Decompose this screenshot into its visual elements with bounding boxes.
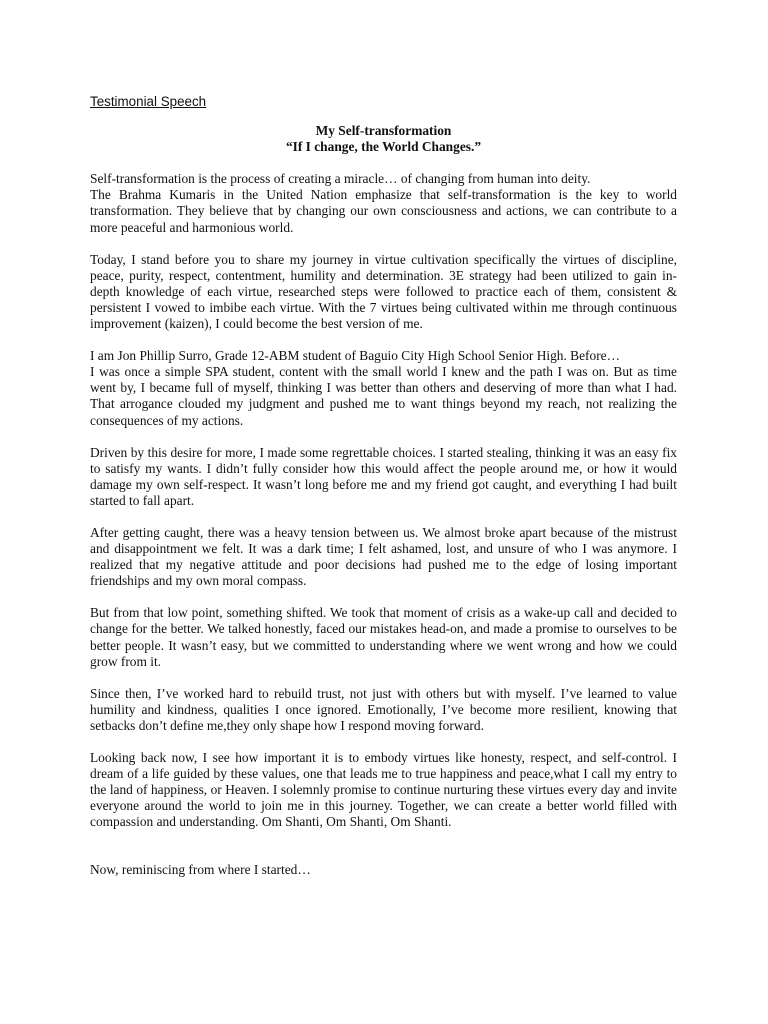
speech-title: My Self-transformation — [315, 123, 452, 139]
paragraph-looking-back — [90, 750, 677, 830]
paragraph-line: The Brahma Kumaris in the United Nation emphasize that self-transformation is the key to world transformation. They believe that by changing our own consciousness and actions, we can contribute to a more peaceful and harmonious world. — [90, 187, 677, 235]
document-label: Testimonial Speech — [90, 94, 207, 109]
paragraph-journey — [90, 252, 677, 332]
paragraph-line: Since then, I’ve worked hard to rebuild trust, not just with others but with myself. I’ve learned to value humility and kindness, qualities I once ignored. Emotionally, I’ve become more resilient, knowing that setbacks don’t define me,they only shape how I respond moving forward. — [90, 685, 677, 733]
paragraph-intro — [90, 171, 677, 235]
paragraph-line: After getting caught, there was a heavy tension between us. We almost broke apart because of the mistrust and disappointment we felt. It was a dark time; I felt ashamed, lost, and unsure of who I was anymore. I realized that my negative attitude and poor decisions had pushed me to the edge of losing important friendships and my own moral compass. — [90, 524, 677, 589]
closing-line: Now, reminiscing from where I started… — [90, 862, 311, 878]
paragraph-tension — [90, 525, 677, 589]
paragraph-introduction-self — [90, 348, 677, 428]
paragraph-line: Self-transformation is the process of creating a miracle… of changing from human into deity. — [90, 171, 591, 187]
paragraph-line: Looking back now, I see how important it is to embody virtues like honesty, respect, and self-control. I dream of a life guided by these values, one that leads me to true happiness and peace,what I call my entry to the land of happiness, or Heaven. I solemnly promise to continue nurturing these virtues every day and invite everyone around the world to join me in this journey. Together, we can create a better world filled with compassion and understanding. Om Shanti, Om Shanti, Om Shanti. — [90, 750, 677, 830]
speech-subtitle: “If I change, the World Changes.” — [285, 139, 482, 155]
paragraph-rebuild — [90, 686, 677, 734]
paragraph-line: Driven by this desire for more, I made some regrettable choices. I started stealing, thinking it was an easy fix to satisfy my wants. I didn’t fully consider how this would affect the people around me, or how it would damage my own self-respect. It wasn’t long before me and my friend got caught, and everything I had built started to fall apart. — [90, 444, 677, 508]
paragraph-line: I was once a simple SPA student, content with the small world I knew and the path I was on. But as time went by, I became full of myself, thinking I was better than others and deserving of more than what I had. That arrogance clouded my judgment and pushed me to want things beyond my reach, not realizing the consequences of my actions. — [90, 364, 677, 428]
paragraph-line: Today, I stand before you to share my journey in virtue cultivation specifically the virtues of discipline, peace, purity, respect, contentment, humility and determination. 3E strategy had been utilized to gain in-depth knowledge of each virtue, researched steps were followed to practice each of them, consistent & persistent I vowed to imbibe each virtue. With the 7 virtues being cultivated within me through continuous improvement (kaizen), I could become the best version of me. — [90, 251, 677, 332]
paragraph-line: But from that low point, something shifted. We took that moment of crisis as a wake-up call and decided to change for the better. We talked honestly, faced our mistakes head-on, and made a promise to ourselves to be better people. It wasn’t easy, but we committed to understanding where we went wrong and how we could grow from it. — [90, 605, 677, 669]
paragraph-shift — [90, 605, 677, 669]
document-page — [90, 94, 677, 895]
title-block — [90, 123, 677, 155]
paragraph-regrettable-choices — [90, 445, 677, 509]
paragraph-line: I am Jon Phillip Surro, Grade 12-ABM student of Baguio City High School Senior High. Before… — [90, 348, 621, 364]
